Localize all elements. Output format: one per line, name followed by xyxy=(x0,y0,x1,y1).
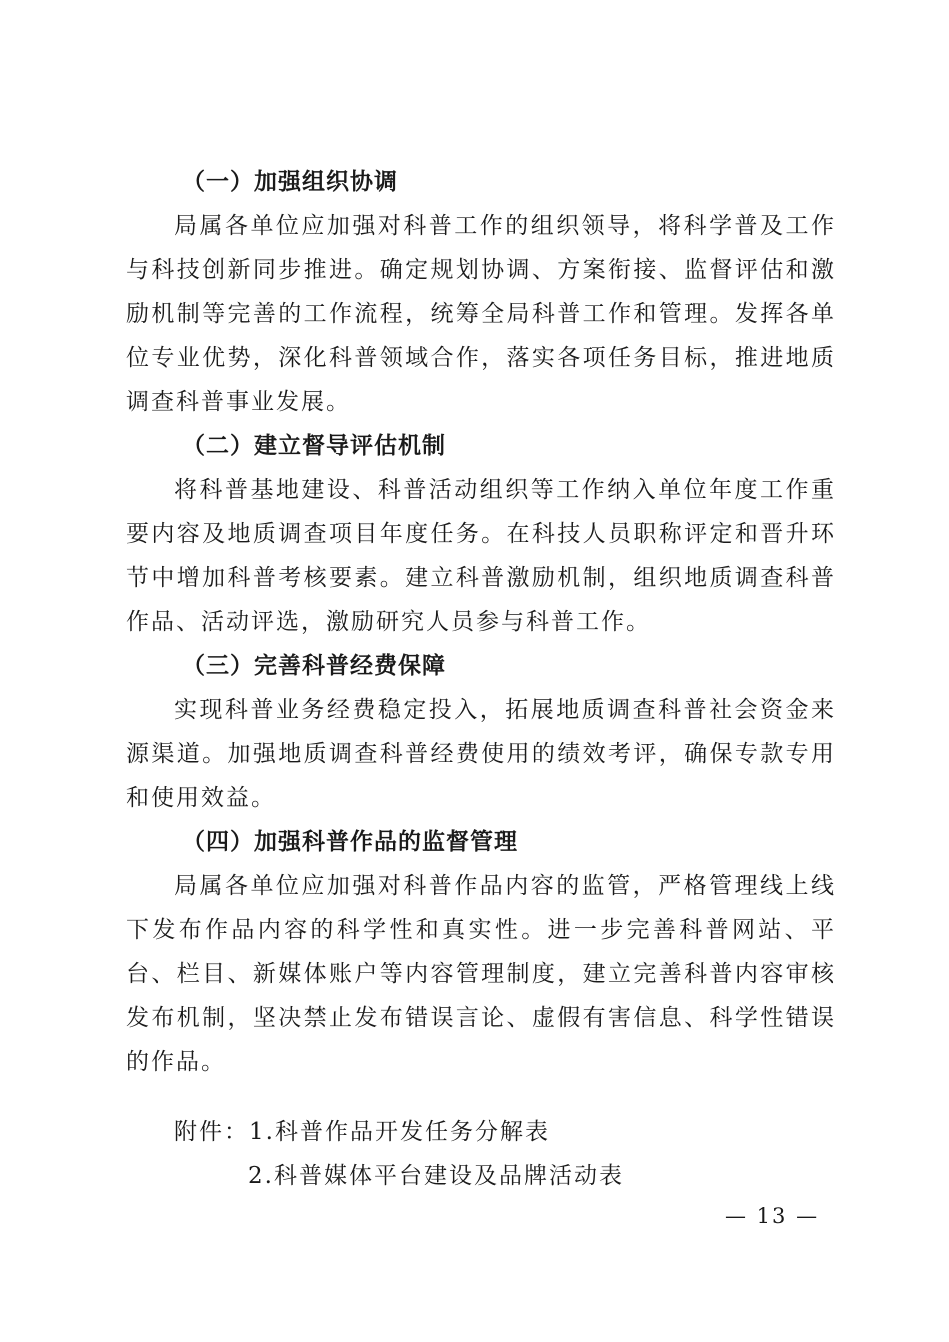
section-1-heading: （一）加强组织协调 xyxy=(182,169,398,195)
attachment-item-2: 2.科普媒体平台建设及品牌活动表 xyxy=(248,1163,624,1189)
section-2-body: 将科普基地建设、科普活动组织等工作纳入单位年度工作重要内容及地质调查项目年度任务。在科技人员职称评定和晋升环节中增加科普考核要素。建立科普激励机制，组织地质调查科普作品、活动评选，激励研究人员参与科普工作。 xyxy=(126,477,836,635)
attachments-label: 附件： xyxy=(174,1119,249,1145)
section-4-heading: （四）加强科普作品的监督管理 xyxy=(182,829,518,855)
page-number: — 13 — xyxy=(725,1204,820,1228)
attachments-block xyxy=(174,1110,624,1198)
section-4-body: 局属各单位应加强对科普作品内容的监管，严格管理线上线下发布作品内容的科学性和真实性。进一步完善科普网站、平台、栏目、新媒体账户等内容管理制度，建立完善科普内容审核发布机制，坚决禁止发布错误言论、虚假有害信息、科学性错误的作品。 xyxy=(126,873,836,1075)
attachment-row-1 xyxy=(174,1110,624,1154)
section-1-body: 局属各单位应加强对科普工作的组织领导，将科学普及工作与科技创新同步推进。确定规划协调、方案衔接、监督评估和激励机制等完善的工作流程，统筹全局科普工作和管理。发挥各单位专业优势，深化科普领域合作，落实各项任务目标，推进地质调查科普事业发展。 xyxy=(126,213,836,415)
attachment-item-1: 1.科普作品开发任务分解表 xyxy=(249,1119,550,1145)
section-3-body: 实现科普业务经费稳定投入，拓展地质调查科普社会资金来源渠道。加强地质调查科普经费使用的绩效考评，确保专款专用和使用效益。 xyxy=(126,697,836,811)
section-3-heading: （三）完善科普经费保障 xyxy=(182,653,446,679)
section-2-heading: （二）建立督导评估机制 xyxy=(182,433,446,459)
document-body xyxy=(126,160,836,1084)
attachment-row-2 xyxy=(174,1154,624,1198)
